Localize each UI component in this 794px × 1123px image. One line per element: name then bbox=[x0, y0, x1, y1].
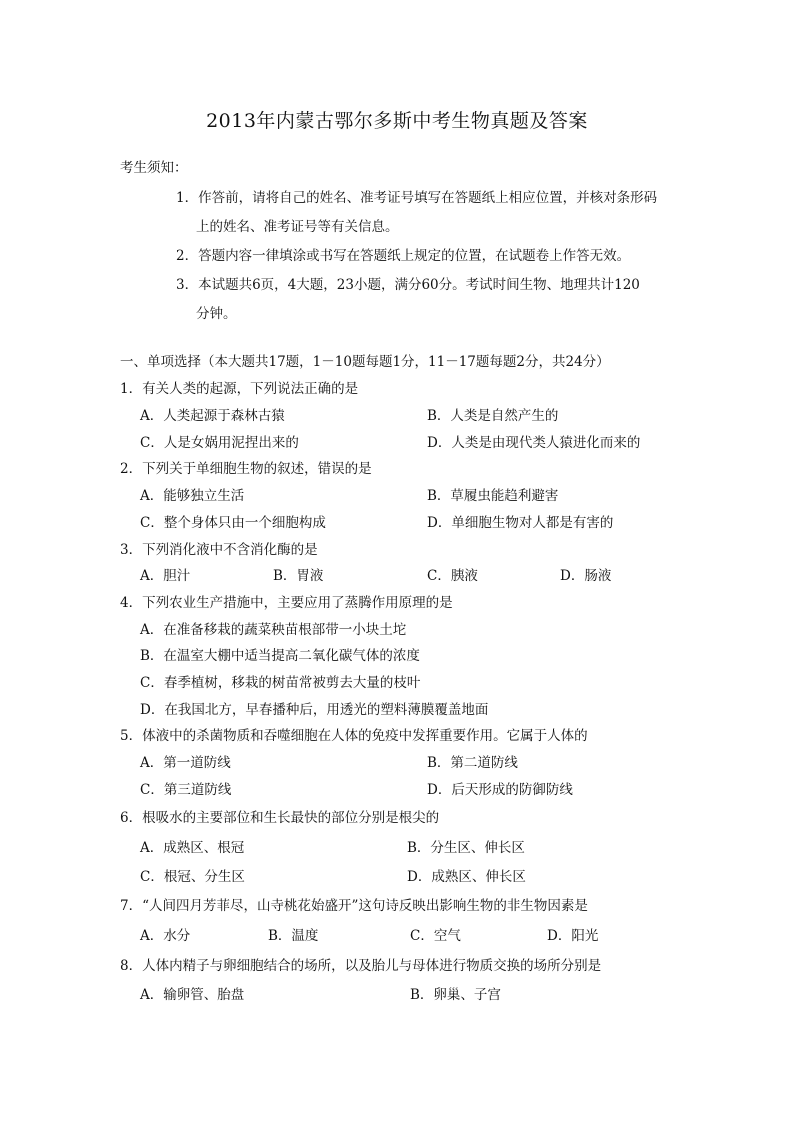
option-c: C．根冠、分生区 bbox=[140, 869, 245, 885]
notice-item-2: 2．答题内容一律填涂或书写在答题纸上规定的位置，在试题卷上作答无效。 bbox=[176, 248, 631, 264]
option-d: D．肠液 bbox=[560, 568, 612, 584]
option-a: A．输卵管、胎盘 bbox=[140, 987, 245, 1003]
option-a: A．人类起源于森林古猿 bbox=[140, 408, 285, 424]
option-b: B．胃液 bbox=[273, 568, 324, 584]
question-stem: 5．体液中的杀菌物质和吞噬细胞在人体的免疫中发挥重要作用。它属于人体的 bbox=[120, 728, 588, 744]
option-b: B．人类是自然产生的 bbox=[427, 408, 559, 424]
notice-item-3-cont: 分钟。 bbox=[196, 306, 237, 322]
option-b: B．第二道防线 bbox=[427, 755, 518, 771]
option-d: D．在我国北方，早春播种后，用透光的塑料薄膜覆盖地面 bbox=[140, 702, 489, 718]
question-stem: 3．下列消化液中不含消化酶的是 bbox=[120, 542, 318, 558]
option-b: B．卵巢、子宫 bbox=[410, 987, 501, 1003]
option-b: B．分生区、伸长区 bbox=[407, 840, 525, 856]
option-a: A．胆汁 bbox=[140, 568, 191, 584]
option-a: A．在准备移栽的蔬菜秧苗根部带一小块土坨 bbox=[140, 622, 407, 638]
option-d: D．单细胞生物对人都是有害的 bbox=[427, 515, 614, 531]
notice-item-1: 1．作答前，请将自己的姓名、准考证号填写在答题纸上相应位置，并核对条形码 bbox=[176, 190, 658, 206]
option-a: A．能够独立生活 bbox=[140, 488, 245, 504]
option-d: D．后天形成的防御防线 bbox=[427, 782, 573, 798]
question-stem: 7．“人间四月芳菲尽，山寺桃花始盛开”这句诗反映出影响生物的非生物因素是 bbox=[120, 898, 588, 914]
option-a: A．第一道防线 bbox=[140, 755, 231, 771]
section-heading: 一、单项选择（本大题共17题，1－10题每题1分，11－17题每题2分，共24分） bbox=[120, 354, 610, 370]
option-b: B．温度 bbox=[268, 928, 319, 944]
option-b: B．草履虫能趋利避害 bbox=[427, 488, 559, 504]
option-d: D．成熟区、伸长区 bbox=[407, 869, 526, 885]
option-b: B．在温室大棚中适当提高二氧化碳气体的浓度 bbox=[140, 648, 420, 664]
option-a: A．成熟区、根冠 bbox=[140, 840, 245, 856]
question-stem: 8．人体内精子与卵细胞结合的场所，以及胎儿与母体进行物质交换的场所分别是 bbox=[120, 958, 602, 974]
option-a: A．水分 bbox=[140, 928, 191, 944]
question-stem: 6．根吸水的主要部位和生长最快的部位分别是根尖的 bbox=[120, 810, 440, 826]
option-c: C．人是女娲用泥捏出来的 bbox=[140, 435, 299, 451]
notice-item-3: 3．本试题共6页，4大题，23小题，满分60分。考试时间生物、地理共计120 bbox=[176, 277, 640, 293]
option-c: C．整个身体只由一个细胞构成 bbox=[140, 515, 326, 531]
question-stem: 1．有关人类的起源，下列说法正确的是 bbox=[120, 381, 359, 397]
option-d: D．人类是由现代类人猿进化而来的 bbox=[427, 435, 641, 451]
page-title: 2013年内蒙古鄂尔多斯中考生物真题及答案 bbox=[206, 110, 588, 132]
notice-heading: 考生须知： bbox=[120, 160, 188, 176]
option-c: C．第三道防线 bbox=[140, 782, 232, 798]
option-c: C．胰液 bbox=[427, 568, 478, 584]
option-c: C．空气 bbox=[410, 928, 461, 944]
question-stem: 2．下列关于单细胞生物的叙述，错误的是 bbox=[120, 461, 372, 477]
question-stem: 4．下列农业生产措施中，主要应用了蒸腾作用原理的是 bbox=[120, 595, 453, 611]
notice-item-1-cont: 上的姓名、准考证号等有关信息。 bbox=[196, 219, 399, 235]
option-d: D．阳光 bbox=[547, 928, 599, 944]
option-c: C．春季植树，移栽的树苗常被剪去大量的枝叶 bbox=[140, 675, 421, 691]
